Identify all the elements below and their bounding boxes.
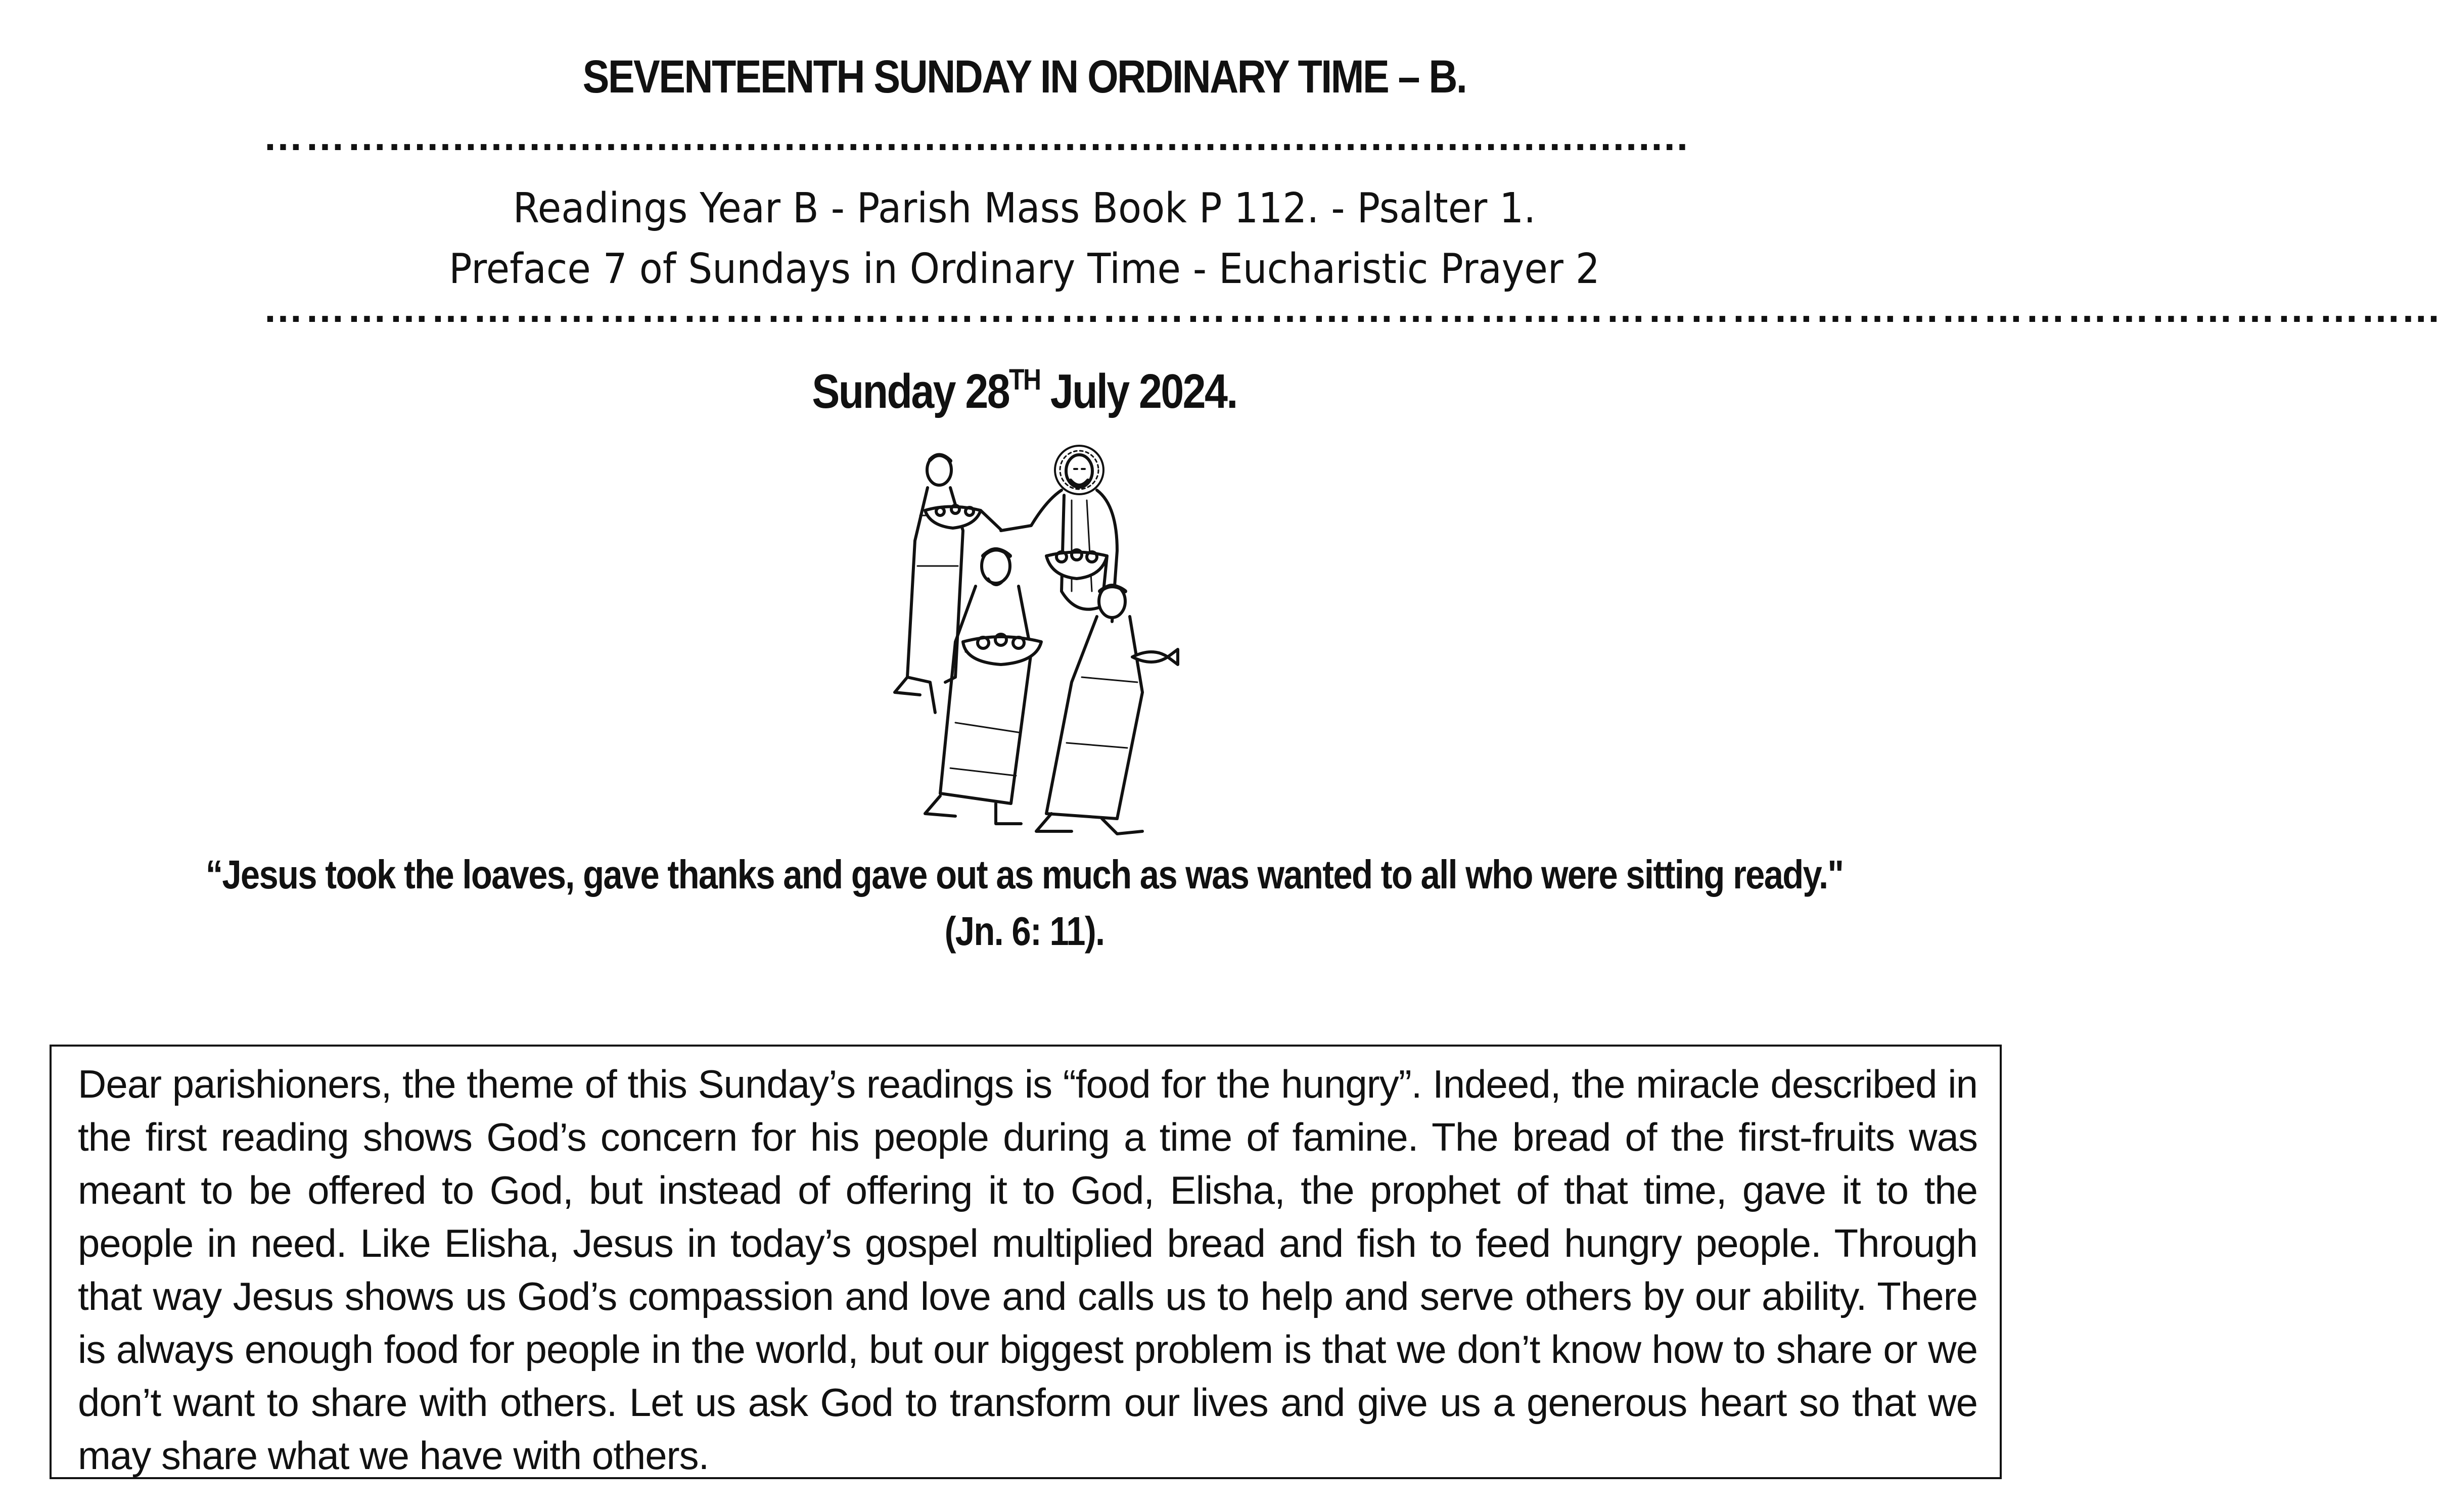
date-rest: July 2024. [1040,364,1237,418]
quote-line: “Jesus took the loaves, gave thanks and gave out as much as was wanted to all who were sitting ready." [205,852,1844,897]
jesus-feeding-disciples-illustration-icon [880,440,1193,839]
date-heading [144,364,1906,419]
readings-line: Readings Year B - Parish Mass Book P 112. - Psalter 1. [513,184,1536,232]
dotted-separator-top: ………...................................................................................................... [263,114,1690,159]
dotted-separator-bottom: ………………………………………………………………………………………………………………………………………... [263,286,2441,330]
date-ordinal-suffix: TH [1009,363,1040,396]
message-text: Dear parishioners, the theme of this Sunday’s readings is “food for the hungry”. Indeed, the miracle described in the first reading shows God’s concern for his people during a time of famine. The bread of the first-fruits was meant to be offered to God, but instead of offering it to God, Elisha, the prophet of that time, gave it to the people in need. Like Elisha, Jesus in today’s gospel multiplied bread and fish to feed hungry people. Through that way Jesus shows us God’s compassion and love and calls us to help and serve others by our ability. There is always enough food for people in the world, but our biggest problem is that we don’t know how to share or we don’t want to share with others. Let us ask God to transform our lives and give us a generous heart so that we may share what we have with others. [78,1062,1977,1478]
date-prefix: Sunday 28 [812,364,1009,418]
gospel-quote [144,846,1906,960]
preface-line: Preface 7 of Sundays in Ordinary Time - Eucharistic Prayer 2 [449,245,1600,293]
quote-citation: (Jn. 6: 11). [944,909,1104,954]
page-title: SEVENTEENTH SUNDAY IN ORDINARY TIME – B. [582,51,1466,103]
message-box [50,1045,2002,1479]
